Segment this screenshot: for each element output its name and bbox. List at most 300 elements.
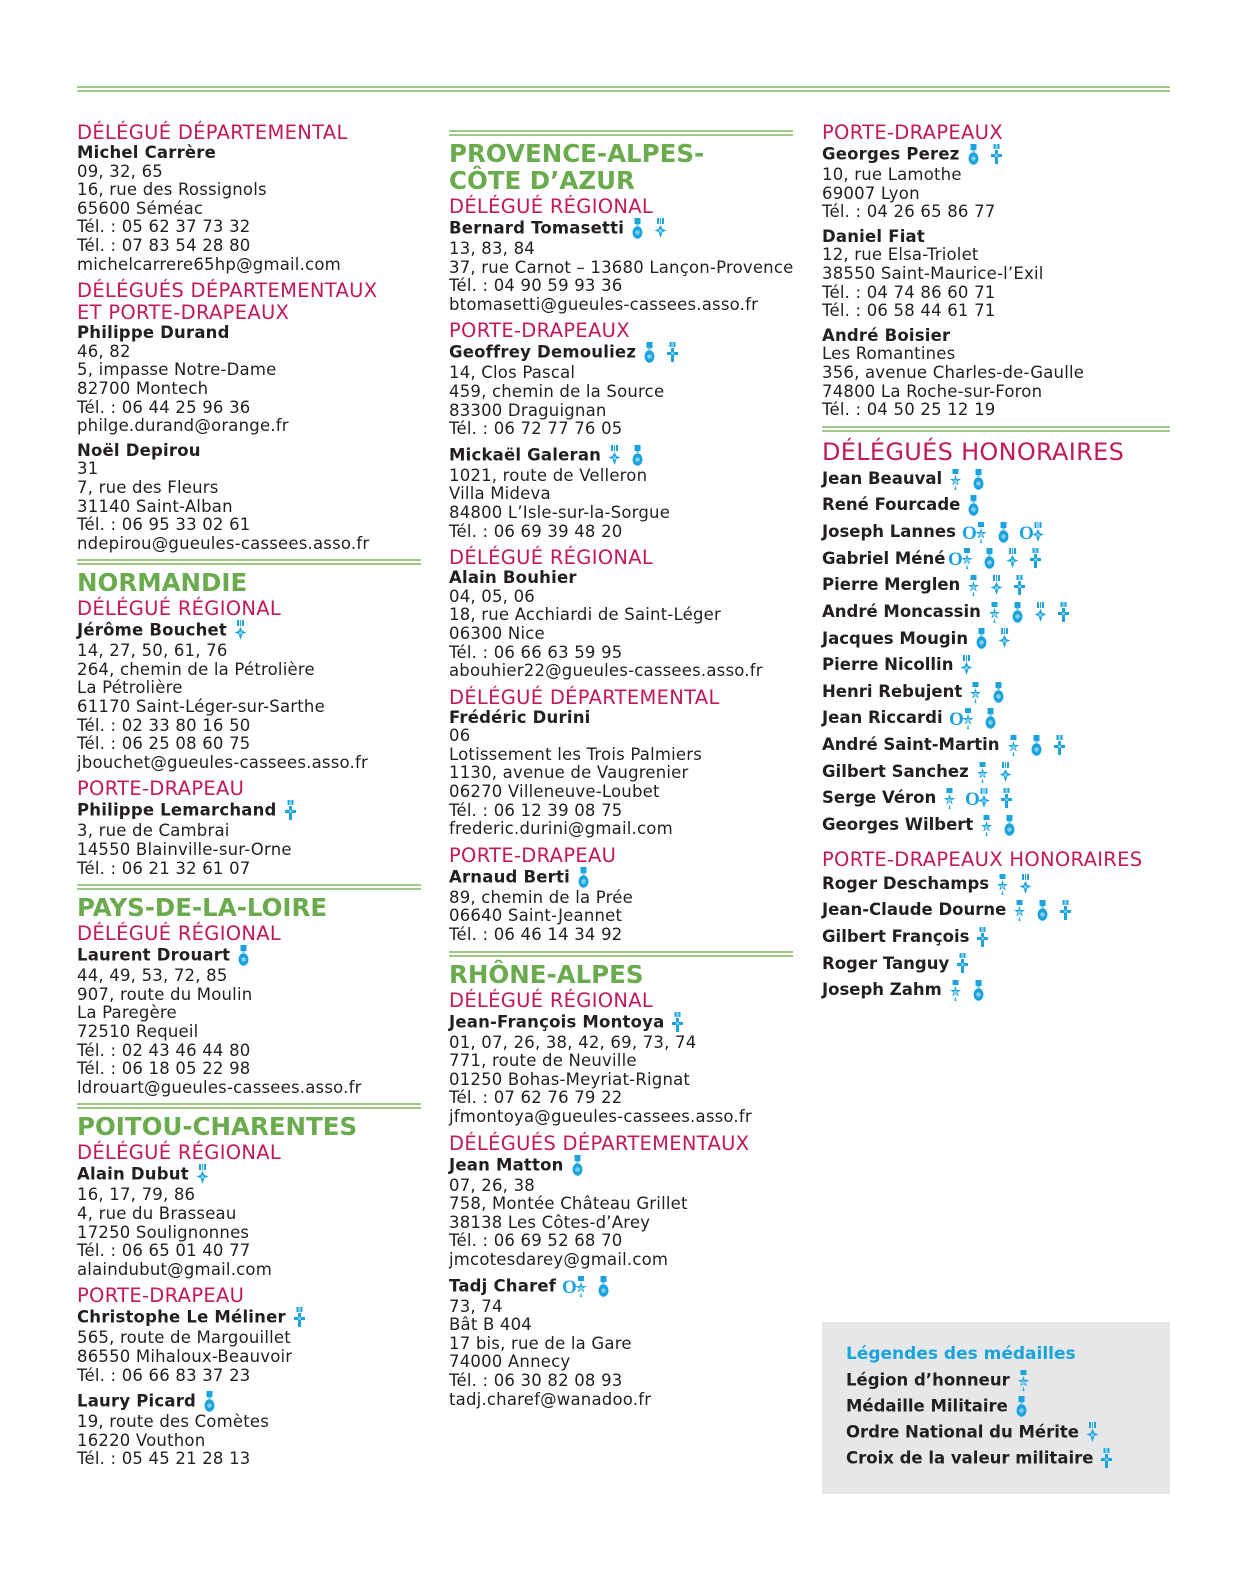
role-title: DÉLÉGUÉ DÉPARTEMENTAL (449, 685, 720, 709)
croix-valeur-militaire-icon (999, 788, 1014, 810)
contact-name (449, 218, 793, 240)
contact-line: Tél. : 02 43 46 44 80 (77, 1040, 251, 1060)
croix-valeur-militaire-icon (665, 342, 680, 364)
name-text: Gabriel Méné (822, 548, 946, 568)
name-text: Bernard Tomasetti (449, 218, 625, 238)
name-text: Arnaud Berti (449, 867, 570, 887)
contact-line: 89, chemin de la Prée (449, 887, 633, 907)
name-text: Gilbert François (822, 926, 970, 946)
officier-ordre-merite-icon (965, 788, 991, 810)
section-rule (77, 884, 421, 890)
region-title: POITOU-CHARENTES (77, 1112, 358, 1142)
contact-line: 61170 Saint-Léger-sur-Sarthe (77, 697, 325, 717)
contact-line: Tél. : 05 62 37 73 32 (77, 217, 251, 237)
name-text: Georges Perez (822, 144, 960, 164)
medal-group (1014, 1396, 1037, 1418)
contact-entry (449, 342, 793, 438)
contact-name (77, 1391, 421, 1413)
croix-valeur-militaire-icon (989, 144, 1004, 166)
contact-line: 72510 Requeil (77, 1022, 199, 1041)
name-text: Jean Matton (449, 1155, 564, 1175)
medaille-militaire-icon (630, 218, 645, 240)
medaille-militaire-icon (202, 1391, 217, 1413)
contact-name (449, 1276, 793, 1298)
medaille-militaire-icon (596, 1276, 611, 1298)
contact-line: 09, 32, 65 (77, 161, 163, 181)
svg-text:O: O (965, 789, 981, 811)
medal-group (949, 706, 1006, 732)
contact-line: 4, rue du Brasseau (77, 1203, 237, 1223)
region-title: PAYS-DE-LA-LOIRE (77, 893, 328, 923)
medal-group (975, 924, 998, 950)
name-text: Gilbert Sanchez (822, 761, 969, 781)
contact-line: Tél. : 06 18 05 22 98 (77, 1059, 251, 1079)
contact-line: Tél. : 07 62 76 79 22 (449, 1088, 623, 1108)
contact-line: Tél. : 05 45 21 28 13 (77, 1449, 251, 1469)
svg-text:O: O (948, 549, 964, 571)
medaille-militaire-icon (966, 144, 981, 166)
croix-valeur-militaire-icon (1012, 575, 1027, 597)
contact-email[interactable]: tadj.charef@wanadoo.fr (449, 1389, 652, 1409)
role-title: PORTE-DRAPEAU (77, 777, 245, 801)
medal-group (1012, 898, 1081, 924)
ordre-national-merite-icon (1085, 1422, 1100, 1444)
honorary-item (822, 812, 1170, 839)
contact-line: Tél. : 06 44 25 96 36 (77, 397, 251, 417)
officier-legion-honneur-icon (949, 708, 975, 730)
contact-line: Villa Mideva (449, 484, 551, 504)
croix-valeur-militaire-icon (292, 1307, 307, 1329)
section-rule (77, 1103, 421, 1109)
honorary-item (822, 572, 1170, 599)
contact-entry (77, 1164, 421, 1279)
legion-honneur-icon (942, 788, 957, 810)
contact-name: Noël Depirou (77, 440, 201, 460)
medal-group (576, 867, 599, 889)
contact-entry (449, 709, 793, 839)
medal-group (1016, 1370, 1039, 1392)
croix-valeur-militaire-icon (1056, 602, 1071, 624)
contact-email[interactable]: michelcarrere65hp@gmail.com (77, 254, 341, 274)
medaille-militaire-icon (1014, 1396, 1029, 1418)
name-text: Laury Picard (77, 1391, 197, 1411)
medal-group (1085, 1422, 1108, 1444)
contact-email[interactable]: jmcotesdarey@gmail.com (449, 1249, 669, 1269)
name-text: Christophe Le Méliner (77, 1307, 286, 1327)
medaille-militaire-icon (576, 867, 591, 889)
legend-row (846, 1422, 1108, 1444)
ordre-national-merite-icon (1033, 602, 1048, 624)
medal-group (202, 1391, 225, 1413)
contact-line: 1021, route de Velleron (449, 465, 648, 485)
contact-line: Lotissement les Trois Palmiers (449, 744, 703, 764)
role-title: PORTE-DRAPEAU (77, 1284, 245, 1308)
contact-line: 04, 05, 06 (449, 586, 535, 606)
medal-group (948, 978, 994, 1004)
ordre-national-merite-icon (1005, 548, 1020, 570)
contact-email[interactable]: philge.durand@orange.fr (77, 416, 289, 436)
svg-text:O: O (1018, 522, 1034, 544)
medaille-militaire-icon (971, 980, 986, 1002)
medal-group (959, 653, 982, 679)
honorary-item (822, 466, 1170, 493)
contact-entry (77, 442, 421, 554)
role-title: DÉLÉGUÉ RÉGIONAL (449, 195, 654, 218)
medaille-militaire-icon (966, 495, 981, 517)
contact-line: 38550 Saint-Maurice-l’Exil (822, 263, 1044, 283)
name-text: Jean-Claude Dourne (822, 900, 1007, 920)
porte-drapeaux-honoraires-title: PORTE-DRAPEAUX HONORAIRES (822, 847, 1143, 871)
ordre-national-merite-icon (959, 655, 974, 677)
medal-group (195, 1164, 218, 1186)
contact-line: 7, rue des Fleurs (77, 477, 219, 497)
honorary-item (822, 732, 1170, 759)
medal-group (233, 620, 256, 642)
contact-name (77, 620, 421, 642)
role-title: DÉLÉGUÉ RÉGIONAL (77, 597, 282, 621)
role-title: DÉLÉGUÉ RÉGIONAL (77, 1141, 282, 1165)
role-title: DÉLÉGUÉS DÉPARTEMENTAUX (449, 1131, 750, 1155)
contact-email[interactable]: ndepirou@gueules-cassees.asso.fr (77, 533, 370, 553)
contact-email[interactable]: alaindubut@gmail.com (77, 1259, 272, 1279)
honorary-item (822, 759, 1170, 786)
role-title: DÉLÉGUÉ RÉGIONAL (449, 988, 654, 1012)
contact-email[interactable]: jfmontoya@gueules-cassees.asso.fr (449, 1107, 752, 1126)
contact-line: 01250 Bohas-Meyriat-Rignat (449, 1069, 691, 1089)
contact-line: 65600 Séméac (77, 198, 204, 218)
contact-name: Frédéric Durini (449, 707, 591, 727)
region-title: NORMANDIE (77, 568, 248, 598)
honorary-item (822, 924, 1170, 951)
medal-group (948, 546, 1051, 572)
contact-entry (449, 569, 793, 681)
medaille-militaire-icon (991, 682, 1006, 704)
contact-line: Tél. : 06 72 77 76 05 (449, 419, 623, 439)
honorary-item (822, 652, 1170, 679)
honorary-item (822, 977, 1170, 1004)
role-title: PORTE-DRAPEAUX (449, 319, 630, 343)
contact-line: 74000 Annecy (449, 1352, 571, 1372)
contact-line: 06300 Nice (449, 623, 545, 643)
contact-line: Tél. : 04 26 65 86 77 (822, 202, 996, 222)
contact-line: Tél. : 06 66 83 37 23 (77, 1365, 251, 1385)
name-text: Roger Deschamps (822, 873, 990, 893)
contact-line: 758, Montée Château Grillet (449, 1194, 688, 1214)
medal-group (962, 519, 1053, 545)
contact-line: Tél. : 06 46 14 34 92 (449, 925, 623, 945)
legion-honneur-icon (948, 980, 963, 1002)
contact-name (77, 800, 421, 822)
medal-group (966, 144, 1012, 166)
legion-honneur-icon (948, 469, 963, 491)
name-text: Pierre Merglen (822, 575, 961, 595)
contact-line: Tél. : 06 69 39 48 20 (449, 521, 623, 541)
legend-title: Légendes des médailles (846, 1344, 1076, 1364)
honorary-item (822, 897, 1170, 924)
contact-line: Tél. : 06 65 01 40 77 (77, 1241, 251, 1261)
legion-honneur-icon (979, 815, 994, 837)
ordre-national-merite-icon (607, 445, 622, 467)
name-text: Henri Rebujent (822, 681, 963, 701)
name-text: Jacques Mougin (822, 628, 969, 648)
legion-honneur-icon (968, 682, 983, 704)
contact-entry (449, 218, 793, 314)
legend-row (846, 1370, 1039, 1392)
medaille-militaire-icon (570, 1155, 585, 1177)
contact-name (77, 1164, 421, 1186)
contact-line: Tél. : 06 66 63 59 95 (449, 642, 623, 662)
name-text: Jean Beauval (822, 468, 943, 488)
contact-line: 10, rue Lamothe (822, 165, 962, 184)
medal-group (995, 871, 1041, 897)
honoraires-list (822, 466, 1170, 839)
contact-entry (822, 228, 1170, 321)
contact-line: 771, route de Neuville (449, 1051, 637, 1071)
contact-entry (77, 324, 421, 436)
medaille-militaire-icon (642, 342, 657, 364)
contact-entry (449, 445, 793, 541)
medal-group (292, 1307, 315, 1329)
medaille-militaire-icon (982, 548, 997, 570)
medaille-militaire-icon (1035, 900, 1050, 922)
name-text: Mickaël Galeran (449, 445, 602, 465)
contact-line: 356, avenue Charles-de-Gaulle (822, 362, 1085, 382)
region-title: CÔTE D’AZUR (449, 166, 635, 195)
name-text: Alain Dubut (77, 1164, 189, 1184)
contact-name (449, 1155, 793, 1177)
contact-line: Tél. : 06 69 52 68 70 (449, 1231, 623, 1251)
medaille-militaire-icon (1010, 602, 1025, 624)
section-rule (77, 559, 421, 565)
croix-valeur-militaire-icon (1099, 1448, 1114, 1470)
contact-line: Tél. : 06 95 33 02 61 (77, 515, 251, 535)
contact-entry (449, 1012, 793, 1127)
honorary-item (822, 951, 1170, 978)
contact-line: 907, route du Moulin (77, 984, 253, 1004)
contact-entry (822, 327, 1170, 420)
section-rule (822, 426, 1170, 432)
contact-email[interactable]: frederic.durini@gmail.com (449, 819, 673, 839)
contact-line: 18, rue Acchiardi de Saint-Léger (449, 605, 721, 625)
name-text: Serge Véron (822, 788, 937, 808)
role-title: DÉLÉGUÉ DÉPARTEMENTAL (77, 121, 348, 144)
contact-line: 16, rue des Rossignols (77, 180, 267, 200)
name-text: Roger Tanguy (822, 953, 950, 973)
ordre-national-merite-icon (195, 1164, 210, 1186)
name-text: Joseph Lannes (822, 522, 956, 541)
legion-honneur-icon (995, 874, 1010, 896)
medal-group (979, 812, 1025, 838)
honorary-item (822, 492, 1170, 519)
contact-entry (449, 867, 793, 945)
croix-valeur-militaire-icon (955, 953, 970, 975)
contact-line: 19, route des Comètes (77, 1412, 270, 1432)
medaille-militaire-icon (996, 522, 1011, 544)
contact-line: 16220 Vouthon (77, 1430, 206, 1450)
svg-text:O: O (961, 522, 977, 544)
name-text: Joseph Zahm (822, 980, 942, 1000)
contact-line: 31 (77, 459, 99, 479)
section-rule (449, 130, 793, 136)
contact-line: 12, rue Elsa-Triolet (822, 245, 979, 265)
contact-line: 565, route de Margouillet (77, 1328, 291, 1348)
role-title: PORTE-DRAPEAU (449, 843, 617, 867)
medal-group (966, 493, 989, 519)
contact-line: 01, 07, 26, 38, 42, 69, 73, 74 (449, 1032, 697, 1052)
medal-group (955, 951, 978, 977)
contact-entry (449, 1276, 793, 1410)
role-title: DÉLÉGUÉS DÉPARTEMENTAUX (77, 279, 378, 303)
role-title: DÉLÉGUÉ RÉGIONAL (77, 922, 282, 946)
contact-line: 16, 17, 79, 86 (77, 1185, 196, 1205)
medal-group (966, 573, 1035, 599)
honorary-item (822, 705, 1170, 732)
honorary-item (822, 785, 1170, 812)
medal-group (1006, 732, 1075, 758)
medal-group (975, 759, 1021, 785)
medal-group (283, 800, 306, 822)
contact-name: Philippe Durand (77, 323, 230, 343)
porte-drapeaux-honoraires-list (822, 871, 1170, 1004)
medal-group (968, 679, 1014, 705)
contact-line: 1130, avenue de Vaugrenier (449, 763, 689, 783)
contact-name: Michel Carrère (77, 143, 217, 162)
croix-valeur-militaire-icon (283, 800, 298, 822)
legend-label: Légion d’honneur (846, 1370, 1010, 1390)
medal-group (570, 1155, 593, 1177)
contact-line: La Pétrolière (77, 678, 183, 698)
region-title: PROVENCE-ALPES- (449, 139, 705, 168)
svg-text:O: O (948, 709, 964, 731)
ordre-national-merite-icon (653, 218, 668, 240)
contact-line: 3, rue de Cambrai (77, 821, 230, 841)
contact-line: 83300 Draguignan (449, 400, 607, 420)
role-title: DÉLÉGUÉ RÉGIONAL (449, 546, 654, 570)
croix-valeur-militaire-icon (670, 1012, 685, 1034)
medal-group (942, 786, 1022, 812)
medaille-militaire-icon (974, 628, 989, 650)
svg-text:O: O (562, 1276, 578, 1298)
contact-line: Tél. : 04 50 25 12 19 (822, 400, 996, 420)
contact-entry (449, 1155, 793, 1270)
officier-ordre-merite-icon (1019, 522, 1045, 544)
croix-valeur-militaire-icon (1052, 735, 1067, 757)
contact-name (77, 1307, 421, 1329)
contact-name (77, 945, 421, 967)
medal-group (236, 945, 259, 967)
name-text: Jérôme Bouchet (77, 620, 227, 640)
contact-line: 07, 26, 38 (449, 1175, 535, 1195)
role-title: PORTE-DRAPEAUX (822, 121, 1003, 144)
medal-legend (822, 1322, 1170, 1494)
croix-valeur-militaire-icon (1028, 548, 1043, 570)
name-text: André Saint-Martin (822, 735, 1000, 755)
name-text: Jean Riccardi (822, 708, 943, 728)
contact-line: 14, 27, 50, 61, 76 (77, 641, 228, 661)
name-text: Philippe Lemarchand (77, 800, 277, 820)
honorary-item (822, 871, 1170, 898)
medal-group (1099, 1448, 1122, 1470)
ordre-national-merite-icon (998, 762, 1013, 784)
contact-line: 37, rue Carnot – 13680 Lançon-Provence (449, 257, 794, 277)
contact-entry (77, 1391, 421, 1469)
contact-line: Tél. : 06 58 44 61 71 (822, 301, 996, 321)
top-rule (77, 86, 1170, 92)
contact-line: 82700 Montech (77, 378, 209, 398)
contact-line: Tél. : 06 25 08 60 75 (77, 734, 251, 754)
contact-line: 74800 La Roche-sur-Foron (822, 381, 1043, 401)
medal-group (987, 599, 1079, 625)
honorary-item (822, 546, 1170, 573)
contact-email[interactable]: ldrouart@gueules-cassees.asso.fr (77, 1077, 362, 1097)
contact-email[interactable]: jbouchet@gueules-cassees.asso.fr (77, 752, 368, 772)
medal-group (630, 218, 676, 240)
legion-honneur-icon (1016, 1370, 1031, 1392)
name-text: Geoffrey Demouliez (449, 342, 637, 362)
contact-line: 44, 49, 53, 72, 85 (77, 966, 228, 986)
contact-name (449, 1012, 793, 1034)
contact-line: Tél. : 06 12 39 08 75 (449, 800, 623, 820)
medaille-militaire-icon (971, 469, 986, 491)
contact-name: Alain Bouhier (449, 568, 577, 588)
contact-line: Tél. : 06 30 82 08 93 (449, 1370, 623, 1390)
ordre-national-merite-icon (989, 575, 1004, 597)
contact-line: Tél. : 07 83 54 28 80 (77, 235, 251, 255)
contact-line: La Paregère (77, 1003, 177, 1023)
name-text: André Moncassin (822, 601, 981, 621)
medal-group (642, 342, 688, 364)
name-text: René Fourcade (822, 495, 961, 515)
contact-line: 5, impasse Notre-Dame (77, 360, 277, 380)
contact-line: 06 (449, 726, 471, 746)
contact-line: Bât B 404 (449, 1315, 533, 1335)
contact-entry (77, 1307, 421, 1385)
contact-name: André Boisier (822, 325, 951, 345)
ordre-national-merite-icon (1018, 874, 1033, 896)
contact-line: 06640 Saint-Jeannet (449, 906, 623, 926)
contact-line: 13, 83, 84 (449, 239, 535, 258)
ordre-national-merite-icon (997, 628, 1012, 650)
contact-email[interactable]: btomasetti@gueules-cassees.asso.fr (449, 294, 759, 314)
contact-entry (77, 620, 421, 772)
contact-name: Daniel Fiat (822, 226, 925, 246)
medaille-militaire-icon (630, 445, 645, 467)
contact-email[interactable]: abouhier22@gueules-cassees.asso.fr (449, 661, 763, 681)
contact-line: Les Romantines (822, 344, 956, 364)
column-middle (449, 120, 793, 1415)
contact-line: 84800 L’Isle-sur-la-Sorgue (449, 502, 671, 522)
legion-honneur-icon (966, 575, 981, 597)
contact-line: Tél. : 06 21 32 61 07 (77, 858, 251, 878)
ordre-national-merite-icon (233, 620, 248, 642)
officier-legion-honneur-icon (948, 548, 974, 570)
croix-valeur-militaire-icon (1058, 900, 1073, 922)
honorary-item (822, 626, 1170, 653)
croix-valeur-militaire-icon (975, 927, 990, 949)
contact-line: 46, 82 (77, 341, 131, 361)
legion-honneur-icon (987, 602, 1002, 624)
contact-name (822, 144, 1170, 166)
honoraires-title: DÉLÉGUÉS HONORAIRES (822, 437, 1125, 466)
name-text: Pierre Nicollin (822, 655, 954, 675)
honorary-item (822, 599, 1170, 626)
contact-line: 69007 Lyon (822, 183, 920, 203)
medaille-militaire-icon (1029, 735, 1044, 757)
contact-line: 73, 74 (449, 1296, 503, 1316)
medaille-militaire-icon (1002, 815, 1017, 837)
contact-line: 459, chemin de la Source (449, 381, 665, 401)
column-left (77, 120, 421, 1475)
